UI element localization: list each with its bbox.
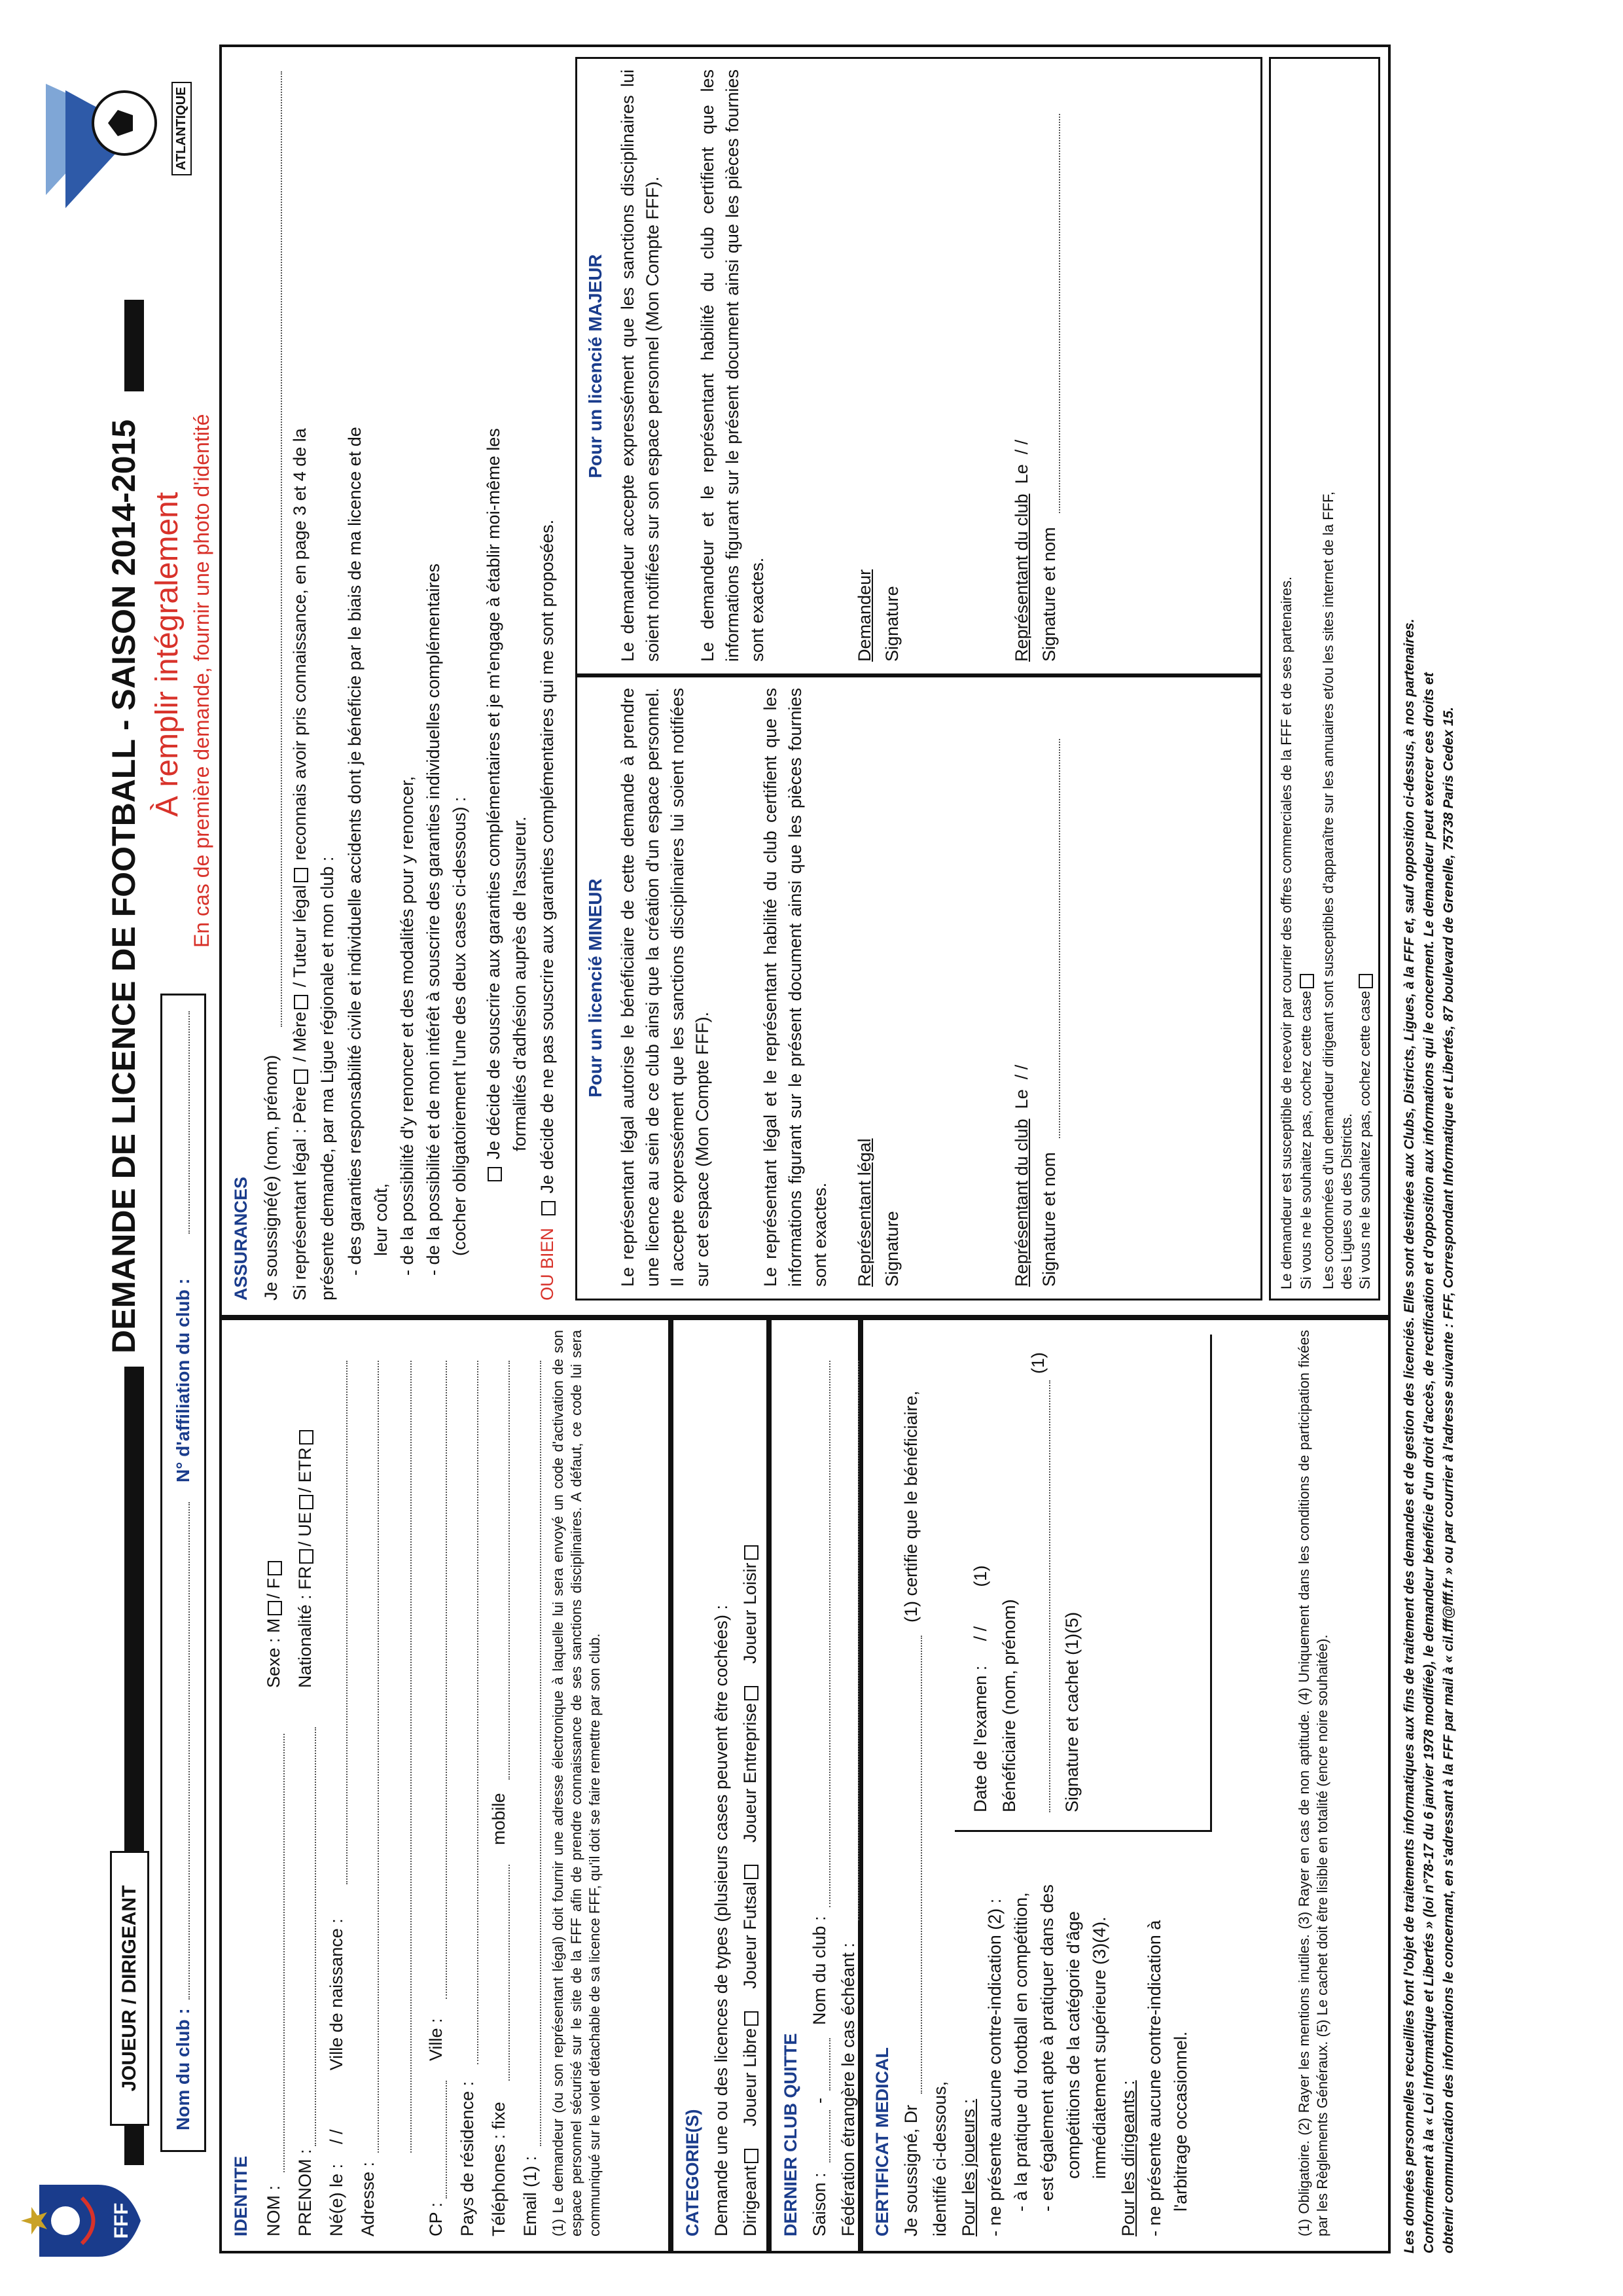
ne-le-label: Né(e) le : (327, 2163, 346, 2236)
ass-b1: - des garanties responsabilité civile et individuelle accidents dont je bénéficie par le biais de ma licence et de (345, 427, 365, 1276)
date-exam-label: Date de l'examen : (971, 1665, 990, 1812)
offres-l1: Le demandeur est susceptible de recevoir par courrier des offres commerciales de la FFF et de ses partenaires. (1278, 576, 1294, 1289)
cp-label: CP : (426, 2202, 446, 2236)
adresse-field-1[interactable] (361, 1361, 379, 2153)
affiliation-field[interactable] (171, 1011, 190, 1234)
majeur-p1: Le demandeur accepte expressément que les sanctions disciplinaires lui soient notifiées sur son espace personnel (Mon Compte FFF). (618, 69, 662, 662)
ass-opt2 (535, 520, 560, 1300)
identite-note: (1) Le demandeur (ou son représentant légal) doit fournir une adresse électronique à laquelle lui sera envoyé un code d'activation de son espace personnel sécurisé sur le site de la FFF afin de prendre connaissance de ses sanctions disciplinaires. A défaut, ce code lui sera communiqué sur le volet détachable de sa licence FFF, qu'il doit se faire remettre par son club. (550, 1330, 603, 2236)
header-bar-left (124, 2126, 144, 2165)
birth-date-slashes[interactable]: / / (327, 2129, 346, 2144)
cert-line2: identifié ci-dessous, (930, 2081, 950, 2236)
cat-futsal-checkbox[interactable] (744, 1865, 758, 1879)
mineur-rep-club: Représentant du club (1012, 1119, 1031, 1287)
ass-reconnais: reconnais avoir pris connaissance, en page 3 et 4 de la (290, 428, 310, 861)
ass-b2: - de la possibilité d'y renoncer et des modalités pour y renoncer, (397, 776, 417, 1276)
ass-l3: présente demande, par ma Ligue régionale et mon club : (317, 856, 337, 1300)
mineur-p2: Le représentant légal et le représentant habilité du club certifient que les informations figurant sur le présent document ainsi que les pièces fournies sont exactes. (760, 688, 830, 1287)
cert-j3: - est également apte à pratiquer dans des (1037, 1884, 1057, 2212)
pays-label: Pays de résidence : (457, 2081, 477, 2236)
adresse-label: Adresse : (358, 2161, 378, 2236)
dernier-club-nom-field[interactable] (812, 1361, 830, 1907)
cert-divider-v (955, 1830, 1210, 1832)
nat-ue-checkbox[interactable] (299, 1495, 313, 1509)
mineur-p1: Le représentant légal autorise le bénéficiaire de cette demande à prendre une licence au sein de ce club ainsi que la création d'un espace personnel. Il accepte expressément que les sanctions disciplinaires lui soient notifiées sur cet espace (Mon Compte FFF). (618, 688, 712, 1287)
mineur-signature-area[interactable] (908, 688, 999, 1287)
fff-logo (20, 2172, 144, 2270)
telephone-mobile-field[interactable] (491, 1361, 510, 1780)
nationalite-row (293, 1427, 317, 1688)
majeur-rep-club-row (1009, 440, 1034, 662)
majeur-sig-nom: Signature et nom (1039, 527, 1059, 662)
sexe-f-label: / F (264, 1577, 283, 1599)
mobile-label: mobile (489, 1793, 508, 1845)
cert-j1: - ne présente aucune contre-indication (2) : (985, 1898, 1005, 2236)
ass-tuteur-label: / Tuteur légal (290, 885, 310, 988)
pere-checkbox[interactable] (294, 1069, 308, 1084)
categories-section (671, 1318, 769, 2253)
majeur-date[interactable]: / / (1012, 439, 1031, 455)
naissance-row (324, 1918, 349, 2236)
cat-dirigeant-checkbox[interactable] (744, 2149, 758, 2163)
category-label: JOUEUR / DIRIGEANT (118, 1885, 140, 2092)
signature-cachet-area[interactable] (1089, 1354, 1200, 1812)
soussigne-field[interactable] (264, 71, 282, 1027)
cert-divider-h (1210, 1335, 1212, 1832)
beneficiaire-note: (1) (1028, 1352, 1048, 1374)
nat-fr-checkbox[interactable] (299, 1549, 313, 1564)
mineur-date[interactable]: / / (1012, 1064, 1031, 1080)
sexe-label: Sexe : M (264, 1618, 283, 1688)
certificat-footnote: (1) Obligatoire. (2) Rayer les mentions inutiles. (3) Rayer en cas de non aptitude. (4) Uniquement dans les conditions de participation fixées par les Règlements Généraux. (5) Le cachet doit être lisible en totalité (encre noire souhaitée). (1296, 1330, 1330, 2236)
fff-logo-text: FFF (111, 2202, 132, 2239)
right-column (219, 45, 1391, 1318)
telephones-label: Téléphones : fixe (489, 2102, 508, 2236)
certificat-section (861, 1318, 1391, 2253)
mineur-box (575, 675, 1262, 1300)
ass-b3: - de la possibilité et de mon intérêt à souscrire des garanties individuelles complémentaires (423, 563, 443, 1276)
ass-opt1 (481, 428, 506, 1184)
cat-libre-checkbox[interactable] (744, 2011, 758, 2026)
ass-pere-label: Si représentant légal : Père (290, 1086, 310, 1300)
beneficiaire-label: Bénéficiaire (nom, prénom) (999, 1599, 1019, 1812)
prenom-field[interactable] (298, 1727, 316, 2146)
header-bar-mid (124, 1367, 144, 1851)
majeur-signature-area[interactable] (908, 69, 999, 662)
cert-j2: - à la pratique du football en compétition, (1011, 1892, 1031, 2212)
mineur-sig-nom: Signature et nom (1039, 1152, 1059, 1287)
certificat-title: CERTIFICAT MEDICAL (872, 2047, 892, 2236)
league-name: ATLANTIQUE (171, 82, 192, 175)
cp-field[interactable] (429, 2081, 447, 2198)
mineur-rep-legal: Représentant légal (855, 1138, 874, 1287)
cert-dirigeants: Pour les dirigeants : (1118, 2080, 1138, 2236)
nom-label: NOM : (264, 2185, 283, 2236)
cert-j5: immédiatement supérieure (3)(4). (1090, 1916, 1109, 2179)
offres-box (1269, 57, 1380, 1300)
majeur-title: Pour un licencié MAJEUR (585, 254, 605, 478)
nat-etr-checkbox[interactable] (299, 1430, 313, 1444)
saison-start-field[interactable] (812, 2110, 830, 2162)
ass-opt1b: formalités d'adhésion auprès de l'assureur. (510, 816, 529, 1151)
affiliation-label: N° d'affiliation du club : (173, 1278, 193, 1482)
cat-loisir-checkbox[interactable] (744, 1545, 758, 1560)
header-bar-right (124, 300, 144, 391)
mineur-sig-nom-field[interactable] (1042, 739, 1060, 1138)
ass-l1: Je soussigné(e) (nom, prénom) (261, 1054, 281, 1300)
cert-d1: - ne présente aucune contre-indication à (1145, 1920, 1164, 2236)
sexe-row (261, 1558, 286, 1688)
nom-field[interactable] (266, 1734, 285, 2172)
ass-opt2-text: Je décide de ne pas souscrire aux garanties complémentaires qui me sont proposées. (537, 519, 557, 1194)
majeur-signature: Signature (882, 586, 902, 662)
ville-label: Ville : (426, 2018, 446, 2061)
offres-l2: Si vous ne le souhaitez pas, cochez cette case (1298, 990, 1314, 1289)
offres-l5-row (1356, 971, 1374, 1289)
federation-label: Fédération étrangère le cas échéant : (838, 1943, 858, 2236)
footer-l1: Les données personnelles recueillies font l'objet de traitements informatiques aux fins de traitement des demandes et de gestion des licenciés. Elles sont destinées aux Clubs, Districts, Ligues, à la FFF et, sauf opposition ci-dessus, à nos partenaires. (1402, 619, 1417, 2253)
identite-title: IDENTITE (231, 2155, 251, 2236)
offres-l2-row (1297, 971, 1315, 1289)
league-logo (26, 64, 196, 215)
majeur-le: Le (1012, 464, 1031, 484)
majeur-p2: Le demandeur et le représentant habilité du club certifient que les informations figurant sur le présent document ainsi que les pièces fournies sont exactes. (698, 69, 767, 662)
ville-naissance-field[interactable] (329, 1361, 348, 1884)
nat-etr-label: / ETR (295, 1447, 315, 1493)
categories-options (738, 1543, 762, 2236)
cat-futsal-label: Joueur Futsal (740, 1882, 760, 1989)
cat-entreprise-label: Joueur Entreprise (740, 1703, 760, 1843)
saison-separator: - (810, 2098, 829, 2104)
email-label: Email (1) : (520, 2155, 540, 2236)
majeur-club-signature-area[interactable] (1068, 69, 1251, 662)
signature-cachet-label: Signature et cachet (1)(5) (1062, 1611, 1082, 1812)
instruction-sub: En cas de première demande, fournir une photo d'identité (190, 414, 213, 948)
mineur-le: Le (1012, 1089, 1031, 1109)
mere-checkbox[interactable] (294, 995, 308, 1009)
ass-b3b: (cocher obligatoirement l'une des deux cases ci-dessous) : (450, 797, 469, 1256)
category-box (110, 1851, 149, 2126)
footer-l3: obtenir communication des informations le concernant, en s'adressant à la FFF par mail à « cil.fff@fff.fr » ou par courrier à l'adresse suivante : FFF, Correspondant Informatique et Libertés, 87 boulevard de Grenelle, 75738 Paris Cedex 15. (1441, 707, 1456, 2253)
telephone-fixe-field[interactable] (491, 1865, 510, 2081)
ass-mere-label: / Mère (290, 1011, 310, 1062)
majeur-sig-nom-field[interactable] (1042, 114, 1060, 513)
cert-d2: l'arbitrage occasionnel. (1171, 2031, 1190, 2212)
majeur-rep-club: Représentant du club (1012, 493, 1031, 662)
sexe-f-checkbox[interactable] (268, 1561, 282, 1575)
cat-loisir-label: Joueur Loisir (740, 1562, 760, 1664)
cat-libre-label: Joueur Libre (740, 2028, 760, 2126)
offres-l5: Si vous ne le souhaitez pas, cochez cette case (1357, 990, 1373, 1289)
docteur-field[interactable] (904, 1636, 922, 2094)
nat-ue-label: / UE (295, 1512, 315, 1547)
ville-naissance-label: Ville de naissance : (327, 1918, 346, 2071)
nationalite-label: Nationalité : FR (295, 1566, 315, 1688)
offres-l4: des Ligues ou des Districts. (1338, 1113, 1355, 1289)
mineur-club-signature-area[interactable] (1068, 688, 1251, 1287)
cert-line1b: (1) certifie que le bénéficiaire, (901, 1390, 921, 1623)
annuaire-checkbox[interactable] (1359, 974, 1373, 988)
page-title: DEMANDE DE LICENCE DE FOOTBALL - SAISON 2014-2015 (105, 419, 142, 1354)
nom-row (261, 2185, 286, 2236)
email-field[interactable] (523, 1361, 541, 2146)
club-name-field[interactable] (171, 1502, 190, 2000)
dernier-club-nom-label: Nom du club : (810, 1916, 829, 2025)
cert-joueurs: Pour les joueurs : (959, 2098, 978, 2236)
cat-dirigeant-label: Dirigeant (740, 2165, 760, 2236)
offres-commerciales-checkbox[interactable] (1300, 974, 1314, 988)
cert-j4: compétitions de la catégorie d'âge (1063, 1911, 1083, 2179)
footer-l2: Conformément à la « Loi Informatique et Libertés » (loi n°78-17 du 6 janvier 1978 modifiée), le demandeur bénéficie d'un droit d'accès, de rectification et d'opposition aux informations qui le concernent. Le demandeur peut exercer ces droits et (1421, 672, 1436, 2253)
mineur-signature: Signature (882, 1211, 902, 1287)
tuteur-checkbox[interactable] (294, 868, 308, 882)
ou-bien-label: OU BIEN (537, 1227, 557, 1300)
ass-opt1-text: Je décide de souscrire aux garanties complémentaires et je m'engage à établir moi-même les (484, 428, 503, 1160)
categories-intro: Demande une ou des licences de types (plusieurs cases peuvent être cochées) : (711, 1604, 731, 2236)
cert-line1: Je soussigné, Dr (901, 2104, 921, 2236)
date-exam-slashes[interactable]: / / (971, 1626, 990, 1641)
majeur-box (575, 57, 1262, 675)
mineur-title: Pour un licencié MINEUR (585, 878, 605, 1098)
dernier-club-section (769, 1318, 861, 2253)
date-exam-row (968, 1566, 993, 1812)
prenom-label: PRENOM : (295, 2149, 315, 2236)
offres-l3: Les coordonnées d'un demandeur dirigeant sont susceptibles d'apparaître sur les annuaires et/ou les sites internet de la FFF, (1320, 491, 1336, 1289)
prenom-row (293, 2149, 317, 2236)
adresse-field-2[interactable] (393, 1361, 412, 2153)
saison-label: Saison : (810, 2172, 829, 2236)
sexe-m-checkbox[interactable] (268, 1601, 282, 1615)
souscrire-checkbox[interactable] (488, 1167, 502, 1181)
ne-pas-souscrire-checkbox[interactable] (541, 1201, 556, 1215)
beneficiaire-field[interactable] (1032, 1380, 1050, 1812)
dernier-club-title: DERNIER CLUB QUITTE (781, 2033, 800, 2236)
mineur-rep-club-row (1009, 1065, 1034, 1287)
instruction: À remplir intégralement (150, 492, 185, 817)
majeur-demandeur: Demandeur (855, 569, 874, 662)
ville-field[interactable] (429, 1361, 447, 1999)
club-name-label: Nom du club : (173, 2008, 193, 2130)
identite-section (219, 1318, 671, 2253)
federation-field[interactable] (841, 1361, 859, 1920)
ass-l2 (287, 428, 312, 1300)
assurances-title: ASSURANCES (231, 1176, 251, 1300)
club-info-box (160, 994, 206, 2152)
categories-title: CATEGORIE(S) (683, 2109, 702, 2236)
saison-end-field[interactable] (812, 2038, 830, 2090)
ass-b1b: leur coût, (371, 1183, 391, 1256)
cat-entreprise-checkbox[interactable] (744, 1686, 758, 1700)
pays-field[interactable] (460, 1361, 478, 2064)
date-exam-note: (1) (971, 1565, 990, 1587)
